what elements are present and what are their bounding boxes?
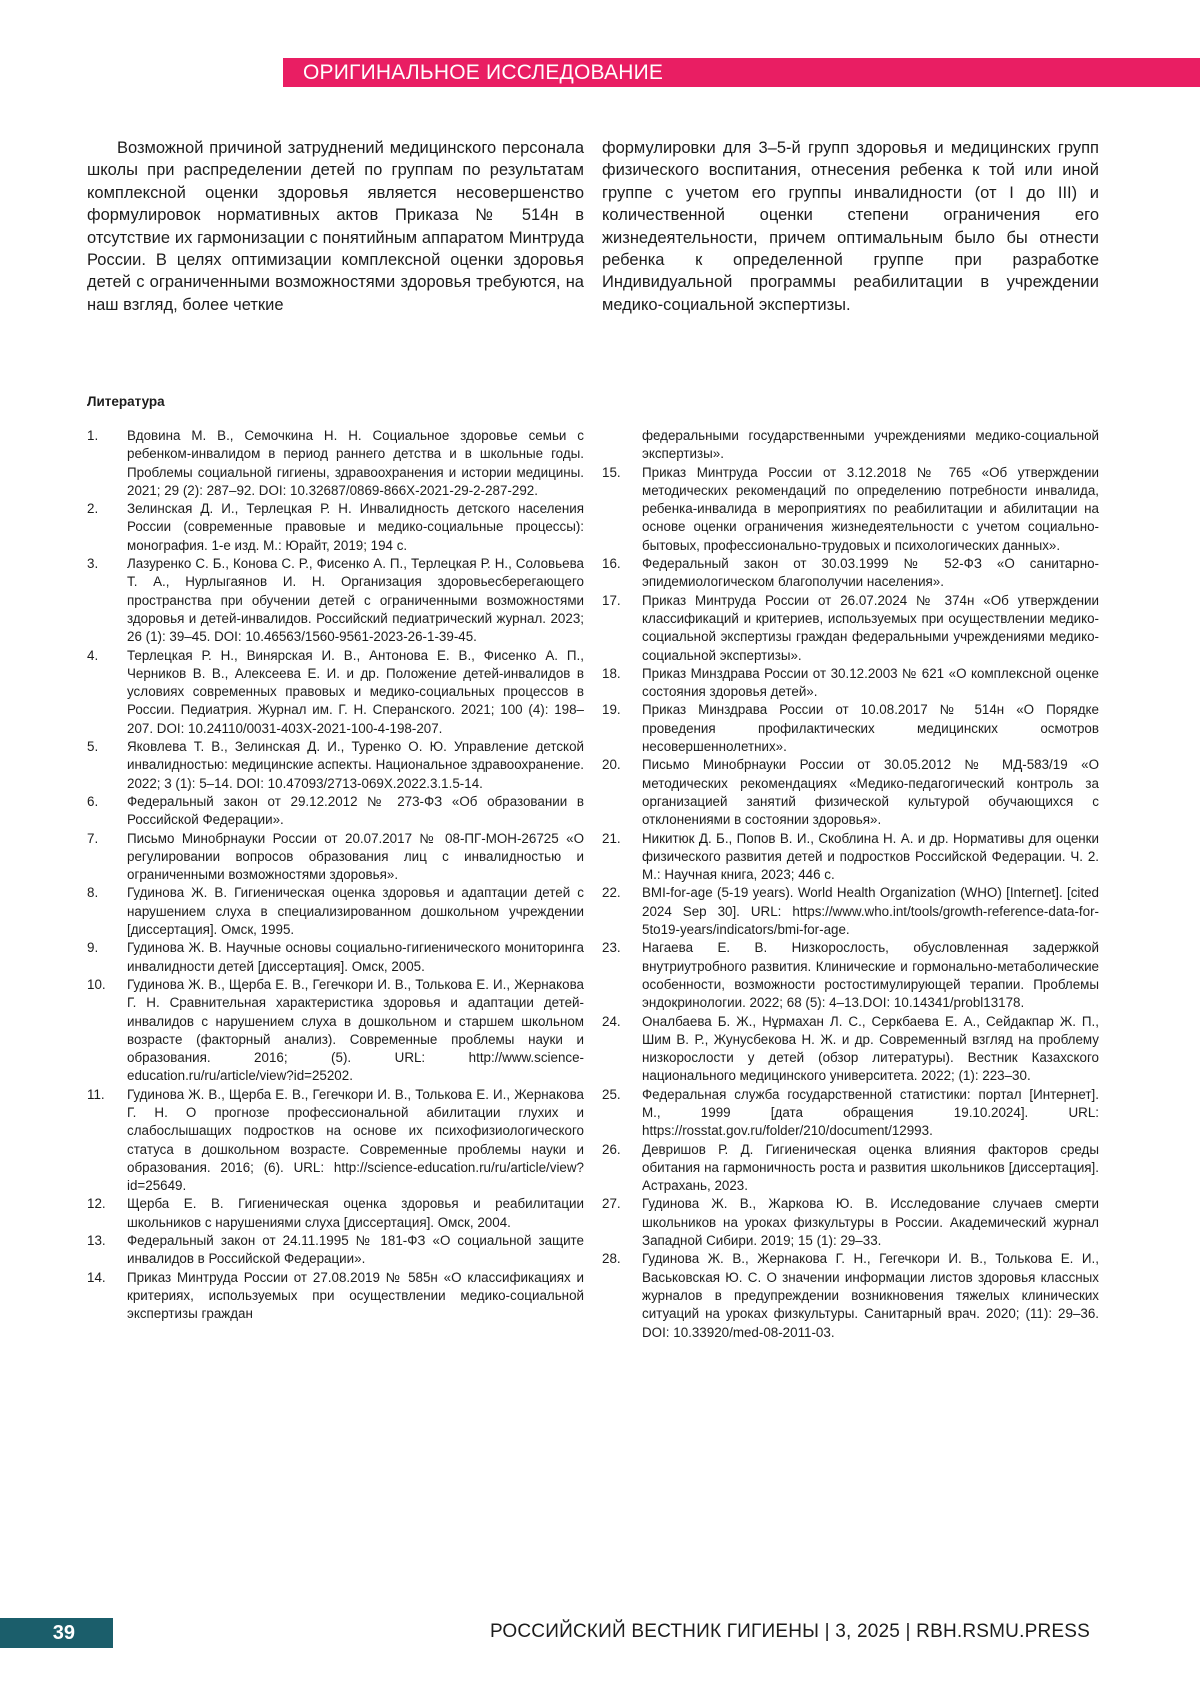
reference-number: 3. bbox=[87, 556, 99, 572]
reference-text: Никитюк Д. Б., Попов В. И., Скоблина Н. А. и др. Нормативы для оценки физического развития детей и подростков Российской Федерации. Ч. 2. М.: Научная книга, 2023; 446 с. bbox=[642, 830, 1099, 883]
reference-text: Приказ Минтруда России от 27.08.2019 № 585н «О классификациях и критериях, используемых при осуществлении медико-социальной экспертизы граждан bbox=[127, 1269, 584, 1322]
reference-number: 4. bbox=[87, 647, 99, 663]
reference-text: Яковлева Т. В., Зелинская Д. И., Туренко О. Ю. Управление детской инвалидностью: медицинские аспекты. Национальное здравоохранение. 2022; 3 (1): 5–14. DOI: 10.47093/2713-069X.2022.3.1.5-14. bbox=[127, 739, 584, 791]
reference-text: Гудинова Ж. В., Щерба Е. В., Гегечкори И. В., Толькова Е. И., Жернакова Г. Н. Сравнительная характеристика здоровья и адаптации детей-инвалидов с нарушением слуха в дошкольном и старшем школьном возрасте (факторный анализ). Современные проблемы науки и образования. 2016; (5). URL: http://www.science-education.ru/ru/article/view?id=25202. bbox=[127, 976, 584, 1084]
references-heading: Литература bbox=[87, 394, 165, 409]
reference-text: Федеральный закон от 24.11.1995 № 181-ФЗ «О социальной защите инвалидов в Российской Федерации». bbox=[127, 1233, 584, 1267]
reference-number: 19. bbox=[602, 702, 621, 718]
journal-footer: РОССИЙСКИЙ ВЕСТНИК ГИГИЕНЫ | 3, 2025 | RBH.RSMU.PRESS bbox=[489, 1621, 1090, 1642]
reference-number: 18. bbox=[602, 665, 621, 681]
reference-number: 21. bbox=[602, 830, 621, 846]
reference-item bbox=[87, 427, 584, 500]
reference-text: Гудинова Ж. В., Жаркова Ю. В. Исследование случаев смерти школьников на уроках физкультуры в России. Академический журнал Западной Сибири. 2019; 15 (1): 29–33. bbox=[642, 1196, 1099, 1249]
reference-number: 2. bbox=[87, 501, 99, 517]
reference-text: Вдовина М. В., Семочкина Н. Н. Социальное здоровье семьи с ребенком-инвалидом в период раннего детства и в школьные годы. Проблемы социальной гигиены, здравоохранения и истории медицины. 2021; 29 (2): 287–92. DOI: 10.32687/0869-866X-2021-29-2-287-292. bbox=[127, 428, 584, 498]
reference-number: 10. bbox=[87, 976, 106, 992]
reference-number: 28. bbox=[602, 1251, 621, 1267]
reference-text: Щерба Е. В. Гигиеническая оценка здоровья и реабилитации школьников с нарушениями слуха [диссертация]. Омск, 2004. bbox=[127, 1196, 584, 1230]
page-number: 39 bbox=[0, 1618, 113, 1648]
reference-number: 22. bbox=[602, 885, 621, 901]
references-list-left bbox=[87, 427, 584, 1324]
reference-item bbox=[602, 1141, 1099, 1196]
reference-text: BMI-for-age (5-19 years). World Health Organization (WHO) [Internet]. [cited 2024 Sep 30]. URL: https://www.who.int/tools/growth-reference-data-for-5to19-years/indicators/bmi-for-age. bbox=[642, 885, 1099, 938]
reference-item bbox=[87, 500, 584, 555]
reference-text: Гудинова Ж. В., Жернакова Г. Н., Гегечкори И. В., Толькова Е. И., Васьковская Ю. С. О значении информации листов здоровья классных журналов в предупреждении возникновения тяжелых клинических ситуаций на уроках физкультуры. Санитарный врач. 2020; (11): 29–36. DOI: 10.33920/med-08-2011-03. bbox=[642, 1251, 1099, 1340]
reference-text: Письмо Минобрнауки России от 30.05.2012 № МД-583/19 «О методических рекомендациях «Медико-педагогический контроль за организацией занятий физической культурой обучающихся с отклонениями в состоянии здоровья». bbox=[642, 757, 1099, 828]
reference-item bbox=[87, 1269, 584, 1324]
reference-item bbox=[87, 555, 584, 646]
reference-text: Приказ Минздрава России от 10.08.2017 № 514н «О Порядке проведения профилактических медицинских осмотров несовершеннолетних». bbox=[642, 702, 1099, 755]
reference-item bbox=[602, 884, 1099, 939]
reference-number: 15. bbox=[602, 464, 621, 480]
reference-item bbox=[602, 1013, 1099, 1086]
reference-item bbox=[87, 793, 584, 830]
reference-number: 17. bbox=[602, 592, 621, 608]
reference-continuation: федеральными государственными учреждениями медико-социальной экспертизы». bbox=[642, 428, 1099, 462]
reference-item bbox=[87, 738, 584, 793]
reference-text: Зелинская Д. И., Терлецкая Р. Н. Инвалидность детского населения России (современные правовые и медико-социальные процессы): монография. 1-е изд. М.: Юрайт, 2019; 194 с. bbox=[127, 501, 584, 553]
reference-number: 27. bbox=[602, 1196, 621, 1212]
reference-item bbox=[602, 555, 1099, 592]
reference-number: 7. bbox=[87, 830, 99, 846]
reference-text: Приказ Минтруда России от 26.07.2024 № 374н «Об утверждении классификаций и критериев, используемых при осуществлении медико-социальной экспертизы граждан федеральными учреждениями медико-социальной экспертизы». bbox=[642, 592, 1099, 663]
reference-text: Приказ Минздрава России от 30.12.2003 № 621 «О комплексной оценке состояния здоровья детей». bbox=[642, 665, 1099, 700]
reference-text: Федеральный закон от 29.12.2012 № 273-ФЗ «Об образовании в Российской Федерации». bbox=[127, 793, 584, 828]
reference-item bbox=[602, 756, 1099, 829]
reference-number: 1. bbox=[87, 428, 99, 443]
reference-item bbox=[602, 701, 1099, 756]
reference-item bbox=[602, 665, 1099, 702]
reference-item bbox=[87, 976, 584, 1086]
reference-item bbox=[602, 592, 1099, 665]
body-text-left: Возможной причиной затруднений медицинского персонала школы при распределении детей по группам по результатам комплексной оценки здоровья является несовершенство формулировок нормативных актов Приказа № 514н в отсутствие их гармонизации с понятийным аппаратом Минтруда России. В целях оптимизации комплексной оценки здоровья детей с ограниченными возможностями здоровья требуются, на наш взгляд, более четкие bbox=[87, 139, 584, 314]
reference-text: Оналбаева Б. Ж., Нұрмахан Л. С., Серкбаева Е. А., Сейдакпар Ж. П., Шим В. Р., Жунусбекова Н. Ж. и др. Современный взгляд на проблему низкорослости у детей (обзор литературы). Вестник Казахского национального медицинского университета. 2022; (1): 223–30. bbox=[642, 1013, 1099, 1084]
reference-item bbox=[87, 830, 584, 885]
section-label: ОРИГИНАЛЬНОЕ ИССЛЕДОВАНИЕ bbox=[303, 61, 664, 84]
reference-number: 9. bbox=[87, 940, 99, 956]
reference-number: 14. bbox=[87, 1269, 106, 1285]
reference-item bbox=[87, 1086, 584, 1196]
body-text-right: формулировки для 3–5-й групп здоровья и медицинских групп физического воспитания, отнесения ребенка к той или иной группе с учетом его группы инвалидности (от I до III) и количественной оценки степени ограничения его жизнедеятельности, причем оптимальным было бы отнести ребенка к определенной группе при разработке Индивидуальной программы реабилитации в учреждении медико-социальной экспертизы. bbox=[602, 139, 1099, 314]
reference-number: 6. bbox=[87, 793, 99, 809]
reference-number: 16. bbox=[602, 556, 621, 572]
reference-item bbox=[87, 1232, 584, 1269]
reference-number: 12. bbox=[87, 1196, 106, 1212]
reference-number: 5. bbox=[87, 739, 99, 755]
reference-number: 13. bbox=[87, 1233, 106, 1249]
reference-item bbox=[602, 1086, 1099, 1141]
reference-text: Нагаева Е. В. Низкорослость, обусловленная задержкой внутриутробного развития. Клинические и гормонально-метаболические особенности, возможности ростостимулирующей терапии. Проблемы эндокринологии. 2022; 68 (5): 4–13.DOI: 10.14341/probl13178. bbox=[642, 940, 1099, 1011]
references-list-right bbox=[602, 427, 1099, 1342]
reference-number: 26. bbox=[602, 1141, 621, 1157]
reference-text: Письмо Минобрнауки России от 20.07.2017 № 08-ПГ-МОН-26725 «О регулировании вопросов образования лиц с инвалидностью и ограниченными возможностями здоровья». bbox=[127, 830, 584, 883]
reference-text: Гудинова Ж. В. Научные основы социально-гигиенического мониторинга инвалидности детей [диссертация]. Омск, 2005. bbox=[127, 940, 584, 974]
reference-item bbox=[87, 884, 584, 939]
reference-text: Приказ Минтруда России от 3.12.2018 № 765 «Об утверждении методических рекомендаций по определению потребности инвалида, ребенка-инвалида в мероприятиях по реабилитации и абилитации на основе оценки ограничения жизнедеятельности с учетом социально-бытовых, профессионально-трудовых и психологических данных». bbox=[642, 464, 1099, 553]
reference-number: 8. bbox=[87, 885, 99, 901]
section-banner bbox=[283, 58, 1200, 87]
reference-item bbox=[87, 939, 584, 976]
reference-text: Лазуренко С. Б., Конова С. Р., Фисенко А. П., Терлецкая Р. Н., Соловьева Т. А., Нурлыгаянов И. Н. Организация здоровьесберегающего пространства при обучении детей с ограниченными возможностями здоровья и детей-инвалидов. Российский педиатрический журнал. 2023; 26 (1): 39–45. DOI: 10.46563/1560-9561-2023-26-1-39-45. bbox=[127, 556, 584, 645]
reference-number: 11. bbox=[87, 1086, 105, 1102]
reference-text: Гудинова Ж. В., Щерба Е. В., Гегечкори И. В., Толькова Е. И., Жернакова Г. Н. О прогнозе профессиональной абилитации глухих и слабослышащих подростков на основе их психофизиологического статуса в дошкольном возрасте. Современные проблемы науки и образования. 2016; (6). URL: http://science-education.ru/ru/article/view?id=25649. bbox=[127, 1086, 584, 1194]
reference-item bbox=[87, 647, 584, 738]
reference-item bbox=[602, 464, 1099, 555]
reference-item bbox=[602, 1250, 1099, 1341]
reference-text: Гудинова Ж. В. Гигиеническая оценка здоровья и адаптации детей с нарушением слуха в специализированном дошкольном учреждении [диссертация]. Омск, 1995. bbox=[127, 885, 584, 938]
reference-text: Девришов Р. Д. Гигиеническая оценка влияния факторов среды обитания на гармоничность роста и развития школьников [диссертация]. Астрахань, 2023. bbox=[642, 1141, 1099, 1194]
reference-item bbox=[602, 830, 1099, 885]
reference-number: 20. bbox=[602, 757, 621, 773]
reference-number: 24. bbox=[602, 1013, 621, 1029]
reference-item bbox=[87, 1195, 584, 1232]
reference-item bbox=[602, 1195, 1099, 1250]
reference-number: 25. bbox=[602, 1086, 621, 1102]
reference-number: 23. bbox=[602, 940, 621, 956]
reference-item bbox=[602, 939, 1099, 1012]
reference-text: Терлецкая Р. Н., Винярская И. В., Антонова Е. В., Фисенко А. П., Черников В. В., Алексеева Е. И. и др. Положение детей-инвалидов в условиях современных правовых и медико-социальных процессов в России. Педиатрия. Журнал им. Г. Н. Сперанского. 2021; 100 (4): 198–207. DOI: 10.24110/0031-403X-2021-100-4-198-207. bbox=[127, 647, 584, 736]
reference-text: Федеральная служба государственной статистики: портал [Интернет]. М., 1999 [дата обращения 19.10.2024]. URL: https://rosstat.gov.ru/folder/210/document/12993. bbox=[642, 1086, 1099, 1139]
reference-text: Федеральный закон от 30.03.1999 № 52-ФЗ «О санитарно-эпидемиологическом благополучии населения». bbox=[642, 556, 1099, 590]
